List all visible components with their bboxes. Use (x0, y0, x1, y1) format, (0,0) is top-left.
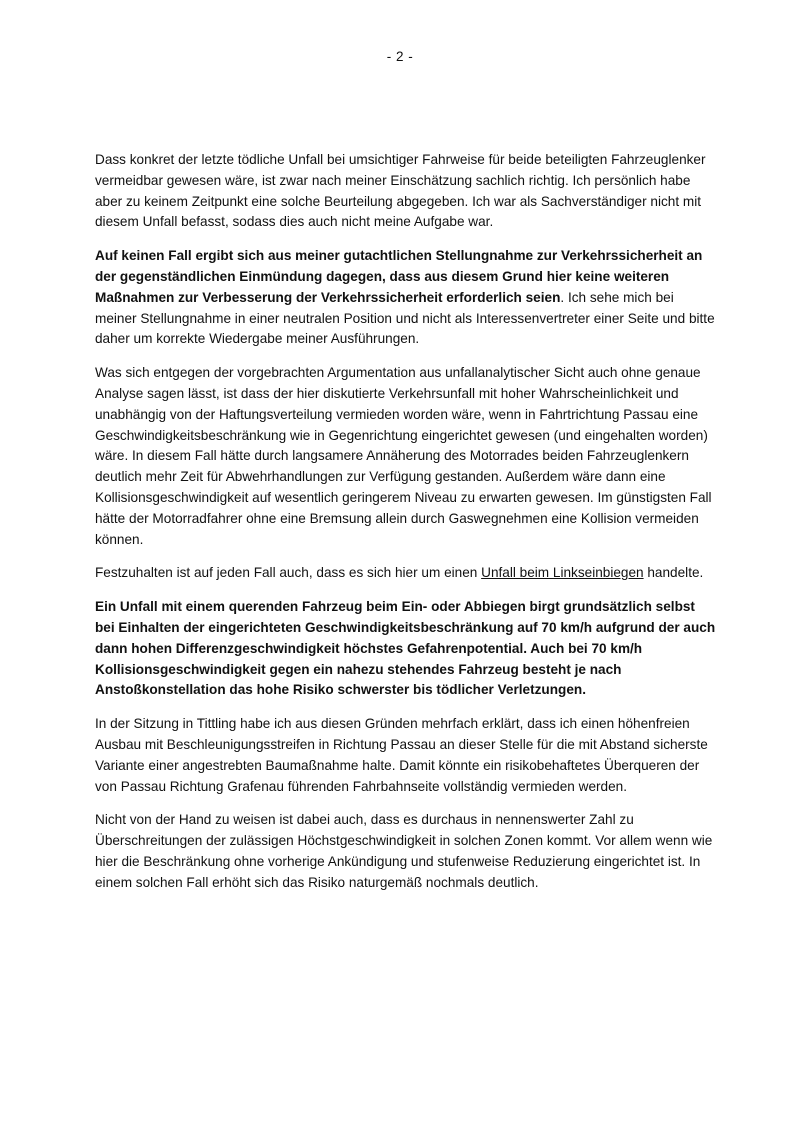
document-body (95, 150, 717, 907)
paragraph-1: Dass konkret der letzte tödliche Unfall bei umsichtiger Fahrweise für beide beteiligten Fahrzeuglenker vermeidbar gewesen wäre, ist zwar nach meiner Einschätzung sachlich richtig. Ich persönlich habe aber zu keinem Zeitpunkt eine solche Beurteilung abgegeben. Ich war als Sachverständiger nicht mit diesem Unfall befasst, sodass dies auch nicht meine Aufgabe war. (95, 152, 706, 230)
page-number: - 2 - (386, 49, 414, 64)
paragraph-3: Was sich entgegen der vorgebrachten Argumentation aus unfallanalytischer Sicht auch ohne genaue Analyse sagen lässt, ist dass der hier diskutierte Verkehrsunfall mit hoher Wahrscheinlichkeit und unabhängig von der Haftungsverteilung vermieden worden wäre, wenn in Fahrtrichtung Passau eine Geschwindigkeitsbeschränkung wie in Gegenrichtung eingerichtet gewesen (und eingehalten worden) wäre. In diesem Fall hätte durch langsamere Annäherung des Motorrades beiden Fahrzeuglenkern deutlich mehr Zeit für Abwehrhandlungen zur Verfügung gestanden. Außerdem wäre dann eine Kollisionsgeschwindigkeit auf wesentlich geringerem Niveau zu erwarten gewesen. Im günstigsten Fall hätte der Motorradfahrer ohne eine Bremsung allein durch Gaswegnehmen eine Kollision vermeiden können. (95, 365, 712, 547)
paragraph-2-bold-statement: Auf keinen Fall ergibt sich aus meiner gutachtlichen Stellungnahme zur Verkehrssicherheit an der gegenständlichen Einmündung dagegen, dass aus diesem Grund hier keine weiteren Maßnahmen zur Verbesserung der Verkehrssicherheit erforderlich seien (95, 248, 703, 305)
paragraph-7: Nicht von der Hand zu weisen ist dabei auch, dass es durchaus in nennenswerter Zahl zu Überschreitungen der zulässigen Höchstgeschwindigkeit in solchen Zonen kommt. Vor allem wenn wie hier die Beschränkung ohne vorherige Ankündigung und stufenweise Reduzierung eingerichtet ist. In einem solchen Fall erhöht sich das Risiko naturgemäß nochmals deutlich. (95, 812, 713, 890)
paragraph-4-pre: Festzuhalten ist auf jeden Fall auch, dass es sich hier um einen (95, 565, 482, 581)
paragraph-4 (95, 563, 717, 584)
paragraph-4-underlined-phrase: Unfall beim Linkseinbiegen (481, 565, 644, 581)
paragraph-2-rest: . Ich sehe mich bei meiner Stellungnahme in einer neutralen Position und nicht als Interessenvertreter einer Seite und bitte daher um korrekte Wiedergabe meiner Ausführungen. (95, 289, 715, 347)
paragraph-6: In der Sitzung in Tittling habe ich aus diesen Gründen mehrfach erklärt, dass ich einen höhenfreien Ausbau mit Beschleunigungsstreifen in Richtung Passau an dieser Stelle für die mit Abstand sicherste Variante einer angestrebten Baumaßnahme halte. Damit könnte ein risikobehaftetes Überqueren der von Passau Richtung Grafenau führenden Fahrbahnseite vollständig vermieden werden. (95, 716, 708, 794)
paragraph-2 (95, 246, 717, 350)
paragraph-5-bold: Ein Unfall mit einem querenden Fahrzeug beim Ein- oder Abbiegen birgt grundsätzlich selbst bei Einhalten der eingerichteten Geschwindigkeitsbeschränkung auf 70 km/h aufgrund der auch dann hohen Differenzgeschwindigkeit höchstes Gefahrenpotential. Auch bei 70 km/h Kollisionsgeschwindigkeit gegen ein nahezu stehendes Fahrzeug besteht je nach Anstoßkonstellation das hohe Risiko schwerster bis tödlicher Verletzungen. (95, 599, 716, 698)
paragraph-4-post: handelte. (643, 565, 704, 581)
